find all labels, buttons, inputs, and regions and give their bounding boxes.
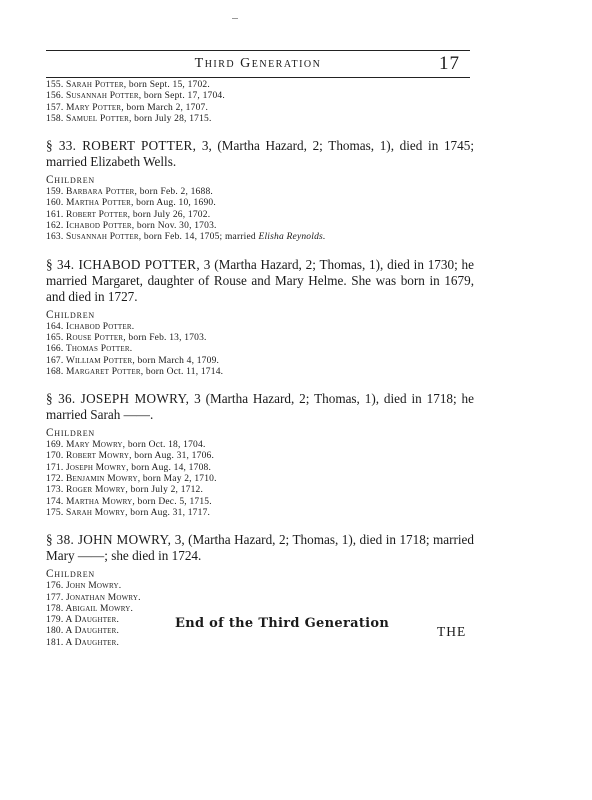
child-number: 167. (46, 355, 64, 366)
child-number: 178. (46, 603, 64, 614)
child-name: Rouse Potter, (66, 332, 126, 343)
child-details: born Aug. 31, 1717. (127, 507, 211, 518)
entry-paragraph (46, 391, 474, 423)
child-item (46, 451, 474, 462)
child-number: 168. (46, 366, 64, 377)
child-name: William Potter, (65, 355, 135, 366)
child-number: 155. (46, 80, 64, 90)
child-number: 179. (46, 615, 64, 626)
child-item (46, 638, 474, 649)
child-name: Ichabod Potter. (66, 321, 135, 332)
child-details: born Aug. 10, 1690. (133, 198, 216, 209)
child-item (46, 474, 474, 485)
child-name: Robert Potter, (66, 209, 131, 220)
entry-heading: § 36. JOSEPH MOWRY, (46, 391, 190, 407)
child-item (46, 581, 474, 592)
children-list (46, 187, 474, 243)
child-item (46, 485, 474, 496)
child-details: born March 4, 1709. (134, 355, 220, 366)
child-name: Sarah Potter, (66, 80, 127, 90)
continued-children-list (46, 80, 474, 125)
child-number: 170. (46, 451, 64, 462)
child-name: Thomas Potter. (65, 344, 133, 355)
child-number: 166. (46, 344, 64, 355)
child-name: Sarah Mowry, (66, 507, 128, 518)
child-name: John Mowry. (66, 581, 122, 592)
entry-paragraph (46, 532, 474, 564)
entry-heading: § 33. ROBERT POTTER, (46, 138, 197, 154)
child-details: born July 2, 1712. (128, 485, 204, 496)
child-number: 172. (46, 474, 64, 485)
child-item (46, 91, 474, 102)
child-number: 175. (46, 507, 64, 518)
entry-heading: § 38. JOHN MOWRY, (46, 532, 172, 548)
child-details: born Feb. 14, 1705; married (141, 232, 259, 243)
end-of-generation-text: End of the Third Generation (175, 616, 390, 631)
child-item (46, 232, 474, 243)
child-number: 162. (46, 221, 64, 232)
page-content (46, 80, 474, 649)
child-number: 171. (46, 462, 64, 473)
child-name: Barbara Potter, (66, 187, 138, 198)
entry-heading: § 34. ICHABOD POTTER, (46, 256, 200, 272)
child-details: born July 26, 1702. (130, 209, 211, 220)
child-number: 165. (46, 332, 64, 343)
child-number: 163. (46, 232, 64, 243)
child-item (46, 221, 474, 232)
child-name: Ichabod Potter, (66, 221, 135, 232)
child-item (46, 210, 474, 221)
child-item (46, 367, 474, 378)
entry-paragraph (46, 257, 474, 305)
child-item (46, 103, 474, 114)
child-name: Abigail Mowry. (65, 603, 134, 614)
child-details: born Oct. 11, 1714. (143, 366, 224, 377)
child-item (46, 80, 474, 91)
child-number: 177. (46, 592, 64, 603)
child-number: 174. (46, 496, 64, 507)
entry-text: 3 (Martha Hazard, 2; Thomas, 1), died in 1730; he married Margaret, daughter of Rouse and Mary Helme. She was born in 1679, and died in 1727. (46, 256, 475, 304)
children-label: Children (46, 174, 95, 187)
child-item (46, 508, 474, 519)
child-number: 176. (46, 581, 64, 592)
child-details: born Feb. 2, 1688. (137, 187, 213, 198)
child-spouse: Elisha Reynolds. (258, 232, 326, 243)
child-number: 158. (46, 113, 64, 124)
child-details: born Dec. 5, 1715. (134, 496, 212, 507)
child-item (46, 333, 474, 344)
children-label: Children (46, 308, 95, 321)
child-number: 180. (46, 626, 64, 637)
child-name: Mary Potter, (66, 102, 124, 113)
child-item (46, 344, 474, 355)
child-number: 169. (46, 440, 64, 451)
child-name: Benjamin Mowry, (66, 474, 141, 485)
child-number: 164. (46, 321, 64, 332)
child-name: A Daughter. (65, 615, 120, 626)
child-name: Roger Mowry, (66, 485, 129, 496)
child-name: Samuel Potter, (66, 113, 132, 124)
child-item (46, 187, 474, 198)
child-name: Joseph Mowry, (66, 462, 129, 473)
entries (46, 138, 474, 649)
child-item (46, 463, 474, 474)
child-item (46, 604, 474, 615)
catchword: THE (437, 624, 467, 639)
page-mark (232, 18, 238, 19)
child-item (46, 497, 474, 508)
child-item (46, 322, 474, 333)
child-name: Jonathan Mowry. (66, 592, 141, 603)
child-number: 156. (46, 91, 64, 102)
child-name: Margaret Potter, (66, 366, 144, 377)
entry-paragraph (46, 138, 474, 170)
child-number: 157. (46, 102, 64, 113)
child-name: Martha Potter, (66, 198, 134, 209)
child-name: Martha Mowry, (66, 496, 135, 507)
page-number: 17 (439, 53, 460, 74)
child-item (46, 198, 474, 209)
child-details: born May 2, 1710. (140, 474, 217, 485)
child-number: 181. (46, 637, 64, 648)
child-item (46, 593, 474, 604)
children-list (46, 322, 474, 378)
child-number: 173. (46, 485, 64, 496)
child-details: born Nov. 30, 1703. (134, 221, 217, 232)
child-item (46, 440, 474, 451)
child-item (46, 114, 474, 125)
child-details: born Aug. 14, 1708. (128, 462, 212, 473)
child-name: Mary Mowry, (66, 440, 126, 451)
child-number: 160. (46, 198, 64, 209)
child-details: born July 28, 1715. (131, 113, 212, 124)
header-title: Third Generation (194, 56, 322, 71)
entry-text: 3, (Martha Hazard, 2; Thomas, 1), died in 1718; married Mary ——; she died in 1724. (46, 532, 474, 564)
child-name: Susannah Potter, (66, 91, 142, 102)
child-name: A Daughter. (65, 626, 120, 637)
children-label: Children (46, 568, 95, 581)
child-details: born Sept. 15, 1702. (126, 80, 210, 90)
child-name: Robert Mowry, (66, 451, 132, 462)
child-name: A Daughter. (65, 637, 120, 648)
children-label: Children (46, 427, 95, 440)
children-list (46, 440, 474, 519)
child-details: born Oct. 18, 1704. (125, 440, 206, 451)
entry-text: 3, (Martha Hazard, 2; Thomas, 1), died in 1745; married Elizabeth Wells. (46, 138, 474, 170)
child-item (46, 356, 474, 367)
child-details: born Sept. 17, 1704. (141, 91, 225, 102)
child-details: born Feb. 13, 1703. (125, 332, 207, 343)
child-number: 161. (46, 209, 64, 220)
entry-text: 3 (Martha Hazard, 2; Thomas, 1), died in 1718; he married Sarah ——. (46, 391, 474, 423)
running-header (46, 50, 470, 78)
child-details: born March 2, 1707. (123, 102, 209, 113)
child-number: 159. (46, 187, 64, 198)
child-name: Susannah Potter, (66, 232, 142, 243)
child-details: born Aug. 31, 1706. (131, 451, 215, 462)
